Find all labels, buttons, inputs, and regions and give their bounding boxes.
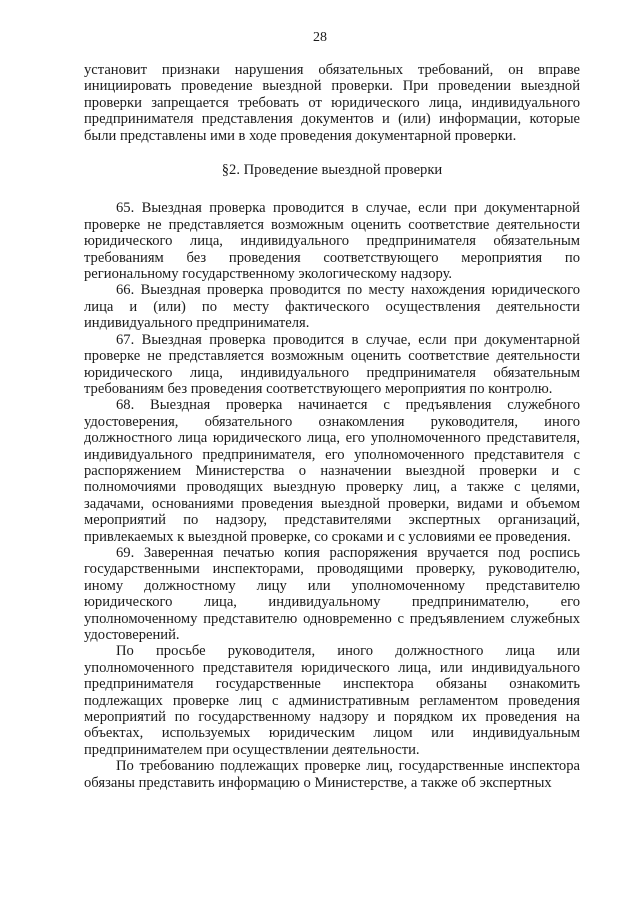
paragraph-69: 69. Заверенная печатью копия распоряжения вручается под роспись государственными инспекторами, проводящими проверку, руководителю, иному должностному лицу или уполномоченному представителю юридического лица, индивидуальному предпринимателю, его уполномоченному представителю одновременно с предъявлением служебных удостоверений. [84, 544, 580, 643]
paragraph-information-request: По требованию подлежащих проверке лиц, государственные инспектора обязаны представить информацию о Министерстве, а также об экспертных [84, 758, 580, 791]
paragraph-65: 65. Выездная проверка проводится в случае, если при документарной проверке не представляется возможным оценить соответствие деятельности юридического лица, индивидуального предпринимателя обязательным требованиям без проведения соответствующего мероприятия по региональному государственному экологическому надзору. [84, 200, 580, 283]
paragraph-68: 68. Выездная проверка начинается с предъявления служебного удостоверения, обязательного ознакомления руководителя, иного должностного лица юридического лица, его уполномоченного представителя, индивидуального предпринимателя, его уполномоченного представителя с распоряжением Министерства о назначении выездной проверки и с полномочиями проводящих выездную проверку лиц, а также с целями, задачами, основаниями проведения выездной проверки, видами и объемом мероприятий по надзору, представителями экспертных организаций, привлекаемых к выездной проверке, со сроками и с условиями ее проведения. [84, 397, 580, 545]
paragraph-66: 66. Выездная проверка проводится по месту нахождения юридического лица и (или) по месту фактического осуществления деятельности индивидуального предпринимателя. [84, 282, 580, 332]
section-heading: §2. Проведение выездной проверки [221, 162, 443, 179]
paragraph-67: 67. Выездная проверка проводится в случае, если при документарной проверке не представляется возможным оценить соответствие деятельности юридического лица, индивидуального предпринимателя обязательным требованиям без проведения соответствующего мероприятия по контролю. [84, 331, 580, 397]
page-number: 28 [313, 30, 327, 45]
intro-paragraph: установит признаки нарушения обязательных требований, он вправе инициировать проведение выездной проверки. При проведении выездной проверки запрещается требовать от юридического лица, индивидуального предпринимателя представления документов и (или) информации, которые были представлены ими в ходе проведения документарной проверки. [84, 62, 580, 144]
paragraph-inspection-request: По просьбе руководителя, иного должностного лица или уполномоченного представителя юридического лица, или индивидуального предпринимателя государственные инспектора обязаны ознакомить подлежащих проверке лиц с административным регламентом проведения мероприятий по государственному надзору и порядком их проведения на объектах, используемых юридическим лицом или индивидуальным предпринимателем при осуществлении деятельности. [84, 643, 580, 758]
page-content [84, 62, 580, 791]
